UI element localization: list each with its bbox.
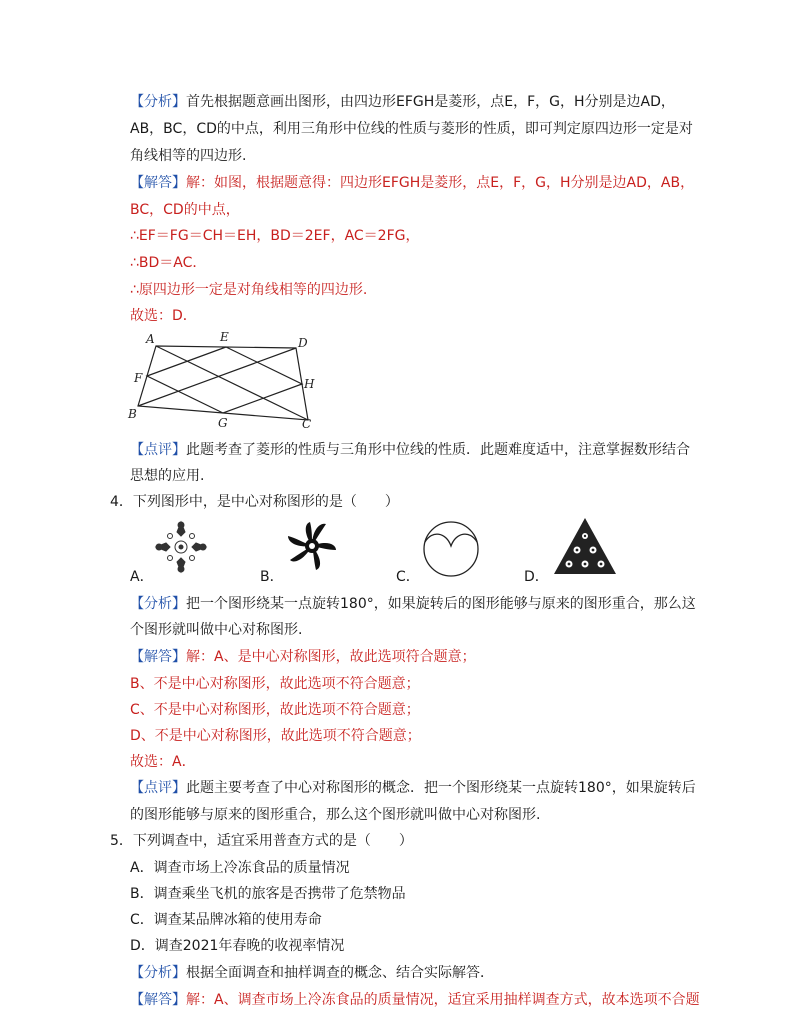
q5-option-b: B．调查乘坐飞机的旅客是否携带了危禁物品 bbox=[130, 886, 406, 902]
q5-option-a: A．调查市场上冷冻食品的质量情况 bbox=[130, 860, 350, 876]
solution-tag: 【解答】 bbox=[130, 649, 186, 665]
solution-tag: 【解答】 bbox=[130, 992, 186, 1008]
q4-analysis-line2: 个图形就叫做中心对称图形. bbox=[130, 622, 303, 638]
q3-solution-text1: 解：如图，根据题意得：四边形EFGH是菱形，点E，F，G，H分别是边AD，AB， bbox=[186, 175, 695, 191]
q4-analysis-line1 bbox=[130, 594, 696, 614]
label-h: H bbox=[304, 377, 315, 391]
q4-solution-line4: D、不是中心对称图形，故此选项不符合题意； bbox=[130, 728, 421, 744]
q4-stem: 4．下列图形中，是中心对称图形的是（ ） bbox=[110, 494, 399, 510]
option-d-label: D． bbox=[524, 569, 549, 585]
analysis-tag: 【分析】 bbox=[130, 965, 186, 981]
option-a-figure bbox=[152, 518, 210, 576]
q5-option-c: C．调查某品牌冰箱的使用寿命 bbox=[130, 912, 322, 928]
solution-tag: 【解答】 bbox=[130, 175, 186, 191]
label-g: G bbox=[218, 416, 228, 430]
label-c: C bbox=[302, 417, 312, 430]
q4-comment-line1 bbox=[130, 778, 696, 798]
q4-comment-line2: 的图形能够与原来的图形重合，那么这个图形就叫做中心对称图形. bbox=[130, 807, 541, 823]
q3-solution-line3: ∴EF＝FG＝CH＝EH，BD＝2EF，AC＝2FG， bbox=[130, 228, 420, 244]
quadrilateral-figure bbox=[124, 328, 324, 430]
quadrilateral-abcd bbox=[138, 346, 308, 420]
label-b: B bbox=[128, 407, 137, 421]
option-b-label: B． bbox=[260, 569, 284, 585]
q4-analysis-text1: 把一个图形绕某一点旋转180°，如果旋转后的图形能够与原来的图形重合，那么这 bbox=[186, 596, 696, 612]
option-c-label: C． bbox=[396, 569, 420, 585]
q3-comment-line2: 思想的应用. bbox=[130, 468, 205, 484]
comment-tag: 【点评】 bbox=[130, 780, 186, 796]
q5-solution-text1: 解：A、调查市场上冷冻食品的质量情况，适宜采用抽样调查方式，故本选项不合题 bbox=[186, 992, 700, 1008]
q3-analysis-text1: 首先根据题意画出图形，由四边形EFGH是菱形，点E，F，G，H分别是边AD， bbox=[186, 94, 675, 110]
comment-tag: 【点评】 bbox=[130, 442, 186, 458]
diagonal-bd bbox=[138, 348, 296, 406]
q4-solution-line1 bbox=[130, 647, 476, 667]
q5-solution-line1 bbox=[130, 990, 700, 1010]
q3-answer: 故选：D． bbox=[130, 308, 197, 324]
option-a-label: A． bbox=[130, 569, 154, 585]
q3-analysis-line3: 角线相等的四边形. bbox=[130, 148, 247, 164]
q5-stem: 5．下列调查中，适宜采用普查方式的是（ ） bbox=[110, 833, 413, 849]
label-e: E bbox=[220, 330, 229, 344]
option-d-figure bbox=[552, 516, 618, 576]
q5-analysis-line1 bbox=[130, 963, 494, 983]
analysis-tag: 【分析】 bbox=[130, 94, 186, 110]
q3-analysis-line1 bbox=[130, 92, 675, 112]
q4-solution-line3: C、不是中心对称图形，故此选项不符合题意； bbox=[130, 702, 420, 718]
q5-analysis-text1: 根据全面调查和抽样调查的概念、结合实际解答． bbox=[186, 965, 494, 981]
q4-comment-text1: 此题主要考查了中心对称图形的概念．把一个图形绕某一点旋转180°，如果旋转后 bbox=[186, 780, 696, 796]
q4-solution-text1: 解：A、是中心对称图形，故此选项符合题意； bbox=[186, 649, 476, 665]
option-c-figure bbox=[420, 518, 482, 578]
q4-solution-line2: B、不是中心对称图形，故此选项不符合题意； bbox=[130, 676, 420, 692]
label-d: D bbox=[298, 336, 308, 350]
q4-answer: 故选：A． bbox=[130, 754, 196, 770]
q3-comment-line1 bbox=[130, 440, 690, 460]
q3-solution-line4: ∴BD＝AC． bbox=[130, 255, 207, 271]
q3-analysis-line2: AB，BC，CD的中点，利用三角形中位线的性质与菱形的性质，即可判定原四边形一定是对 bbox=[130, 121, 693, 137]
q5-option-d: D．调查2021年春晚的收视率情况 bbox=[130, 938, 345, 954]
q3-solution-line2: BC，CD的中点， bbox=[130, 202, 240, 218]
q3-comment-text1: 此题考查了菱形的性质与三角形中位线的性质．此题难度适中，注意掌握数形结合 bbox=[186, 442, 690, 458]
option-b-figure bbox=[282, 516, 342, 576]
q3-solution-line1 bbox=[130, 173, 694, 193]
label-f: F bbox=[134, 371, 143, 385]
analysis-tag: 【分析】 bbox=[130, 596, 186, 612]
q3-solution-line5: ∴原四边形一定是对角线相等的四边形. bbox=[130, 282, 368, 298]
label-a: A bbox=[146, 332, 155, 346]
